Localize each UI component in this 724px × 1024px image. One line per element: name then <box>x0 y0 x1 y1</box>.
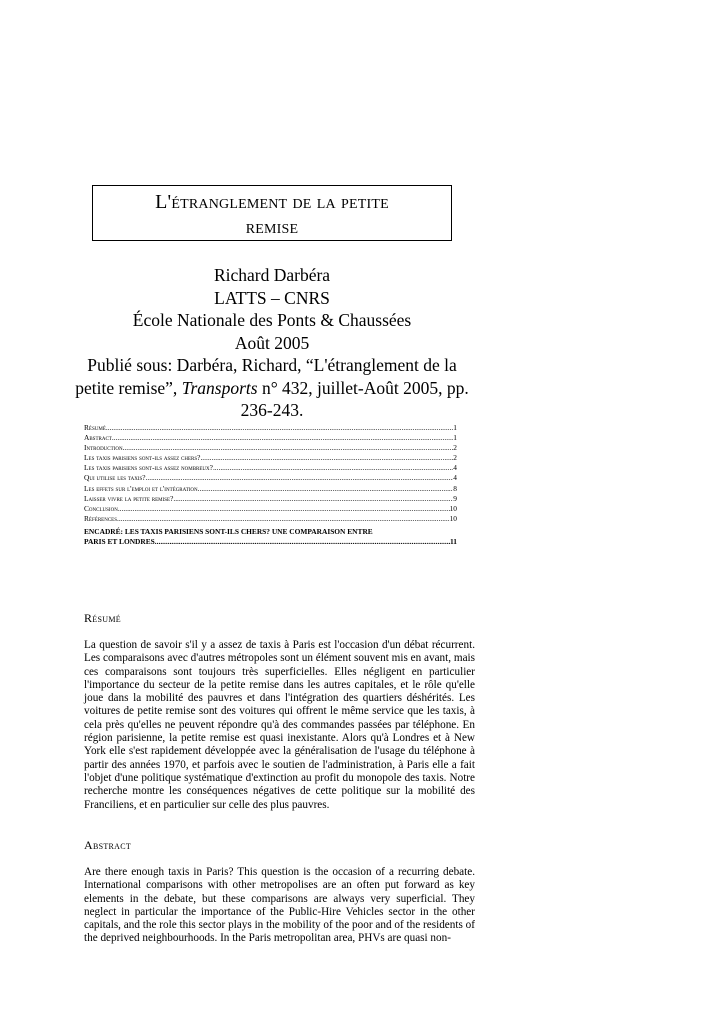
table-of-contents <box>84 423 457 547</box>
toc-entry-label: Conclusion <box>84 503 118 513</box>
toc-entry-page: 2 <box>453 453 457 463</box>
toc-entry-page: 4 <box>453 463 457 473</box>
toc-entry-page: 4 <box>453 473 457 483</box>
toc-entry-page: 10 <box>449 513 457 523</box>
toc-entry[interactable] <box>84 453 457 463</box>
toc-boxed-line-2: PARIS ET LONDRES <box>84 536 155 546</box>
toc-entry-page: 2 <box>453 443 457 453</box>
toc-entry-boxed[interactable] <box>84 527 457 547</box>
toc-boxed-page: 11 <box>450 536 457 546</box>
toc-entry-label: Les effets sur l'emploi et l'intégration <box>84 483 198 493</box>
author-name: Richard Darbéra <box>213 265 331 285</box>
toc-entry-label: Références <box>84 513 117 523</box>
toc-entry-label: Les taxis parisiens sont-ils assez nombreux? <box>84 463 213 473</box>
toc-entry-page: 10 <box>449 503 457 513</box>
author-block <box>72 264 472 422</box>
toc-entry-label: Introduction <box>84 443 123 453</box>
title-line-1: L'étranglement de la petite <box>155 191 389 213</box>
resume-heading: Résumé <box>84 611 121 625</box>
abstract-heading: Abstract <box>84 838 132 852</box>
title-line-2: remise <box>245 216 299 238</box>
publication-reference <box>72 354 472 422</box>
toc-entry-label: Les taxis parisiens sont-ils assez chers? <box>84 453 201 463</box>
publication-prefix: Publié sous: Darbéra, Richard, “L'étranglement de la petite remise”, <box>75 355 457 398</box>
toc-entry[interactable] <box>84 463 457 473</box>
publication-journal: Transports <box>181 377 258 398</box>
publication-date: Août 2005 <box>234 332 310 353</box>
toc-entry-page: 9 <box>453 493 457 503</box>
toc-entry-label: Abstract <box>84 433 112 443</box>
toc-entry-label: Résumé <box>84 423 106 432</box>
author-lab: LATTS – CNRS <box>214 287 330 308</box>
abstract-text: Are there enough taxis in Paris? This question is the occasion of a recurring debate. International comparisons with other metropolises are an often put forward as key elements in the debate, but these comparisons are always very superficial. They neglect in particular the importance of the Public-Hire Vehicles sector in the other capitals, and the role this sector plays in the mobility of the poor and of the residents of the deprived neighbourhoods. In the Paris metropolitan area, PHVs are quasi non- <box>84 866 475 945</box>
toc-entry[interactable] <box>84 473 457 483</box>
toc-entry[interactable] <box>84 514 457 524</box>
toc-boxed-line-1: ENCADRÉ: LES TAXIS PARISIENS SONT-ILS CHERS? UNE COMPARAISON ENTRE <box>84 526 373 536</box>
paper-title <box>92 185 452 241</box>
toc-entry-page: 8 <box>453 483 457 493</box>
resume-text: La question de savoir s'il y a assez de taxis à Paris est l'occasion d'un débat récurrent. Les comparaisons avec d'autres métropoles sont un élément souvent mis en avant, mais ces comparaisons sont toujours très superficielles. Elles négligent en particulier l'importance du secteur de la petite remise dans les autres capitales, et le rôle qu'elle joue dans la mobilité des pauvres et dans l'intégration des quartiers déshérités. Les voitures de petite remise sont des voitures qui offrent le même service que les taxis, à cela près qu'elles ne peuvent répondre qu'à des commandes passées par téléphone. En région parisienne, la petite remise est quasi inexistante. Alors qu'à Londres et à New York elle s'est rapidement développée avec la généralisation de l'usage du téléphone à partir des années 1970, et parfois avec le soutien de l'administration, à Paris elle a fait l'objet d'une politique systématique d'extinction au profit du monopole des taxis. Notre recherche montre les conséquences négatives de cette politique sur la mobilité des Franciliens, et en particulier sur celle des plus pauvres. <box>84 639 475 811</box>
author-school: École Nationale des Ponts & Chaussées <box>132 310 412 330</box>
toc-entry[interactable] <box>84 433 457 443</box>
toc-entry[interactable] <box>84 504 457 514</box>
publication-suffix: n° 432, juillet-Août 2005, pp. 236-243. <box>240 377 469 420</box>
toc-entry[interactable] <box>84 443 457 453</box>
toc-entry[interactable] <box>84 494 457 504</box>
toc-entry-page: 1 <box>453 433 457 443</box>
toc-entry-label: Laisser vivre la petite remise? <box>84 493 174 503</box>
toc-entry-page: 1 <box>453 423 457 432</box>
toc-entry-label: Qui utilise les taxis? <box>84 473 146 483</box>
toc-entry[interactable] <box>84 484 457 494</box>
toc-entry[interactable] <box>84 423 457 433</box>
